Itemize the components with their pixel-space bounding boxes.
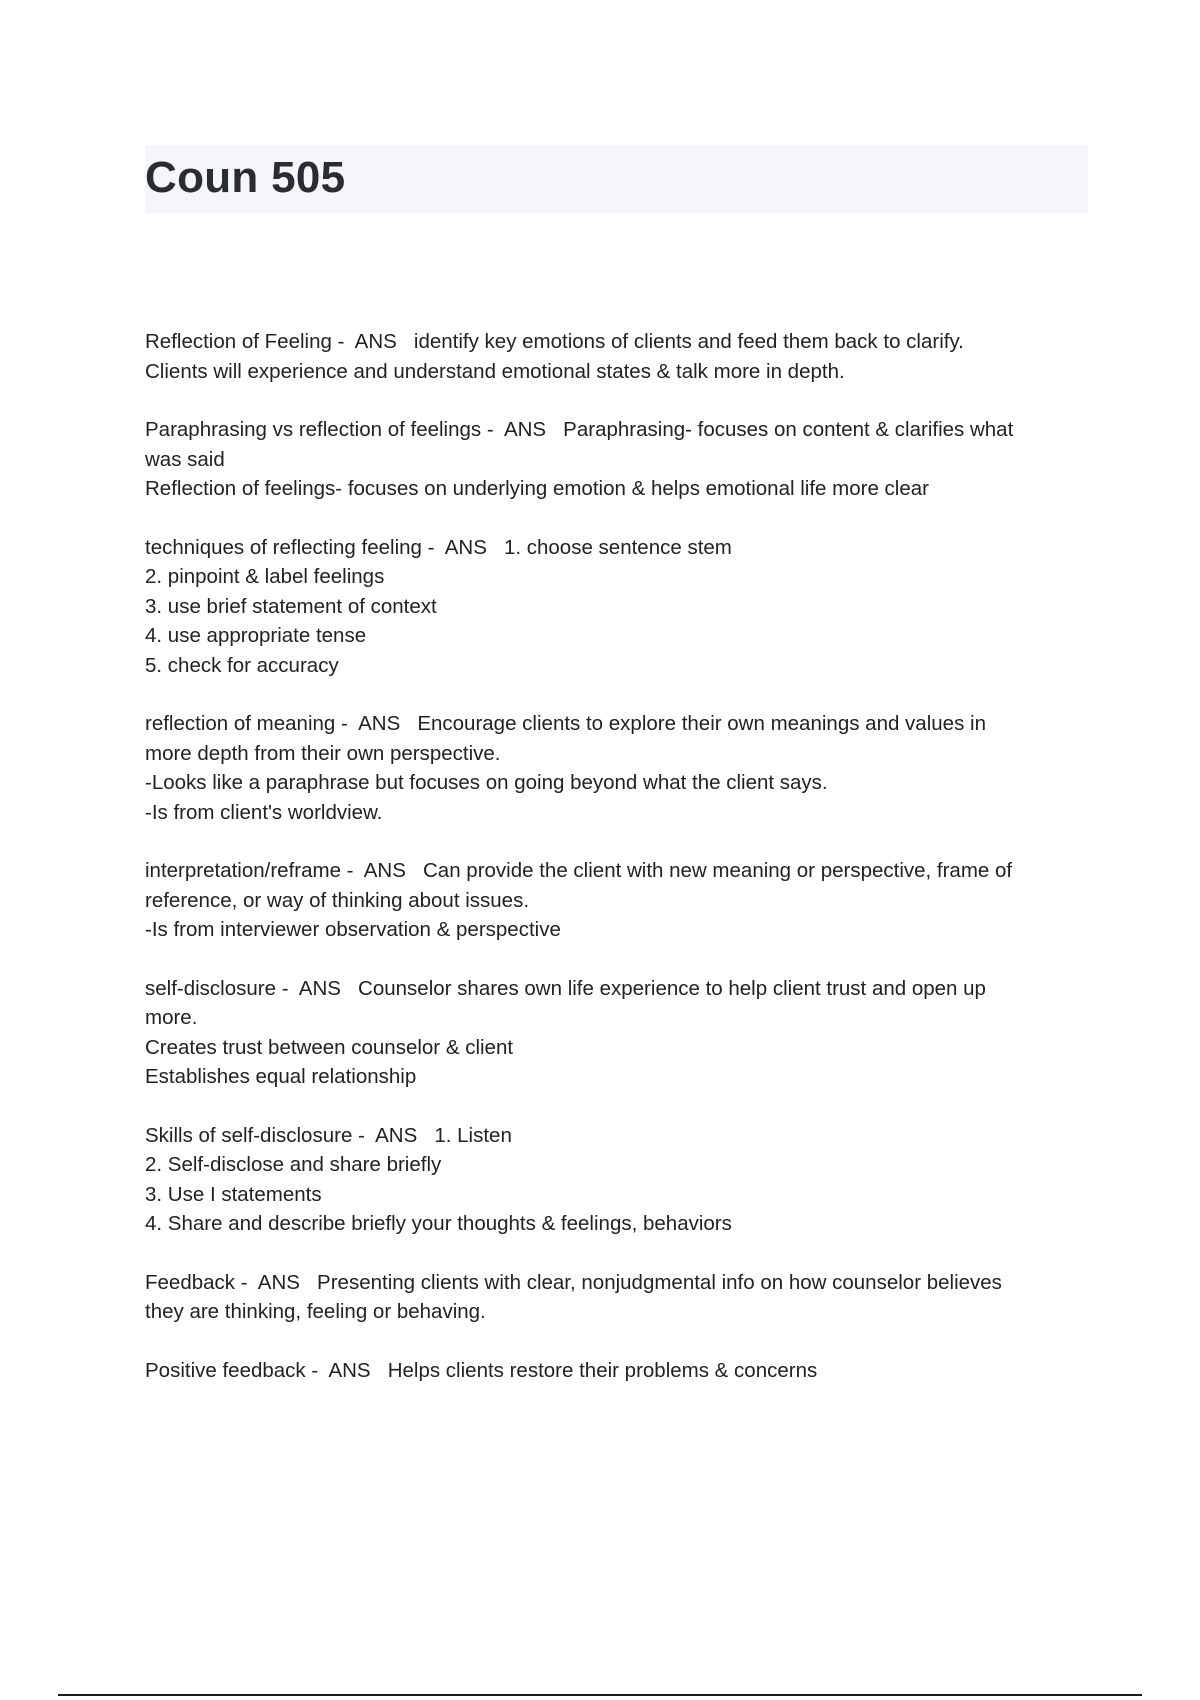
- flashcard-entry: [145, 1121, 1095, 1239]
- flashcard-entry: [145, 533, 1095, 681]
- entry-line: Paraphrasing vs reflection of feelings - ANS Paraphrasing- focuses on content & clarifies what: [145, 418, 1014, 441]
- footer-divider: [58, 1694, 1142, 1696]
- document-title: Coun 505: [145, 153, 346, 202]
- flashcard-entry: [145, 1268, 1095, 1327]
- entry-line: reflection of meaning - ANS Encourage clients to explore their own meanings and values in: [145, 712, 986, 735]
- entry-line: -Looks like a paraphrase but focuses on going beyond what the client says.: [145, 771, 828, 794]
- entry-line: interpretation/reframe - ANS Can provide the client with new meaning or perspective, frame of: [145, 859, 1013, 882]
- entry-line: 2. Self-disclose and share briefly: [145, 1153, 442, 1176]
- flashcard-list: [145, 327, 1095, 1414]
- entry-line: was said: [145, 447, 225, 471]
- entry-line: Feedback - ANS Presenting clients with clear, nonjudgmental info on how counselor believes: [145, 1270, 1002, 1294]
- entry-line: 4. use appropriate tense: [145, 624, 367, 647]
- entry-line: 3. Use I statements: [145, 1182, 322, 1206]
- entry-line: 4. Share and describe briefly your thoughts & feelings, behaviors: [145, 1212, 732, 1235]
- entry-line: Creates trust between counselor & client: [145, 1035, 514, 1059]
- title-band: [145, 145, 1088, 213]
- entry-line: 3. use brief statement of context: [145, 594, 437, 618]
- entry-line: Skills of self-disclosure - ANS 1. Listen: [145, 1123, 512, 1147]
- flashcard-entry: [145, 1356, 1095, 1386]
- entry-line: Clients will experience and understand emotional states & talk more in depth.: [145, 359, 845, 383]
- flashcard-entry: [145, 974, 1095, 1092]
- entry-line: Reflection of feelings- focuses on underlying emotion & helps emotional life more clear: [145, 477, 929, 500]
- entry-line: -Is from client's worldview.: [145, 800, 383, 824]
- flashcard-entry: [145, 856, 1095, 945]
- entry-line: self-disclosure - ANS Counselor shares own life experience to help client trust and open up: [145, 976, 986, 1000]
- flashcard-entry: [145, 415, 1095, 504]
- entry-line: reference, or way of thinking about issues.: [145, 888, 530, 912]
- entry-line: Establishes equal relationship: [145, 1065, 417, 1088]
- entry-line: Positive feedback - ANS Helps clients restore their problems & concerns: [145, 1358, 818, 1382]
- entry-line: they are thinking, feeling or behaving.: [145, 1300, 486, 1323]
- entry-line: 5. check for accuracy: [145, 653, 339, 677]
- entry-line: more depth from their own perspective.: [145, 741, 501, 765]
- entry-line: more.: [145, 1006, 198, 1029]
- flashcard-entry: [145, 327, 1095, 386]
- entry-line: Reflection of Feeling - ANS identify key emotions of clients and feed them back to clarify.: [145, 330, 964, 353]
- entry-line: -Is from interviewer observation & perspective: [145, 918, 561, 941]
- entry-line: 2. pinpoint & label feelings: [145, 565, 385, 588]
- entry-line: techniques of reflecting feeling - ANS 1. choose sentence stem: [145, 535, 732, 559]
- flashcard-entry: [145, 709, 1095, 827]
